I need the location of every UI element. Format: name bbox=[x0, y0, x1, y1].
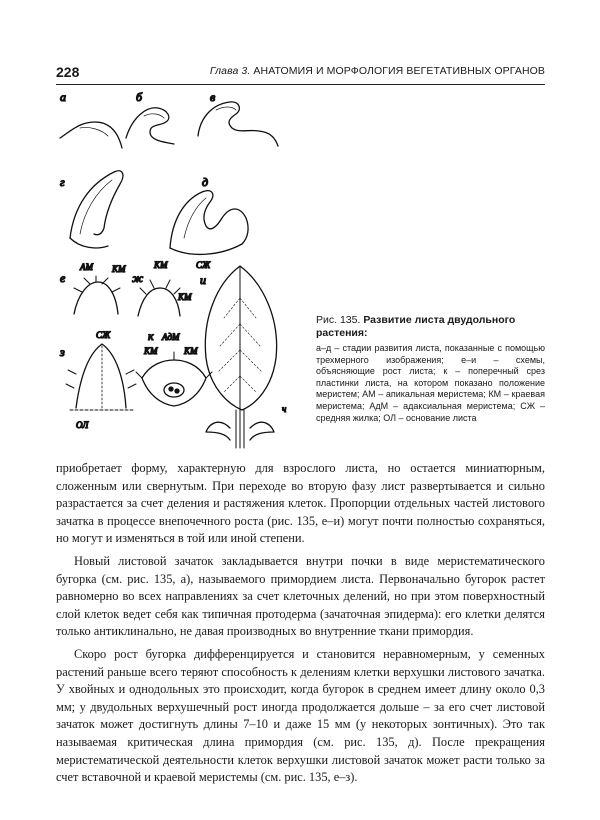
label-zh: ж bbox=[132, 271, 144, 285]
label-i: и bbox=[200, 273, 206, 287]
paragraph-3: Скоро рост бугорка дифференцируется и становится неравномерным, у семенных растений раньше всего теряют способность к делениям клетки верхушки листового зачатка. У хвойных и однодольных это происходит, когда бугорок в среднем имеет длину около 0,3 мм; у двудольных верхушечный рост иногда продолжается дольше – за его счет листовой зачаток может достигнуть длины 7–10 и даже 15 мм (у некоторых зонтичных). Это так называемая критическая длина примордия (см. рис. 135, д). После прекращения меристематической деятельности клеток верхушки листовой зачаток может расти только за счет вставочной и краевой меристемы (см. рис. 135, е–з). bbox=[56, 646, 545, 785]
label-e-km: КМ bbox=[112, 264, 126, 274]
label-zh-km: КМ bbox=[154, 260, 168, 270]
label-g: г bbox=[60, 175, 65, 189]
paragraph-1: приобретает форму, характерную для взрослого листа, но остается миниатюрным, сложенным или свернутым. При переходе во вторую фазу лист развертывается и сильно разрастается за счет деления и растяжения клеток. Пропорции отдельных частей листового зачатка в процессе внепочечного роста (рис. 135, е–и) могут почти полностью сохраняться, но могут и изменяться в той или иной степени. bbox=[56, 461, 545, 546]
figure-135 bbox=[50, 88, 310, 460]
sketch-g bbox=[70, 171, 123, 238]
sketch-e bbox=[74, 282, 118, 314]
paragraph-2: Новый листовой зачаток закладывается внутри почки в виде меристематического бугорка (см. рис. 135, а), называемого примордием листа. Первоначально бугорок растет равномерно во всех направлениях за счет клеточных делений, но при этом поверхностный слой клеток ведет себя как типичная протодерма (зачаточная эпидерма): его клетки делятся только антиклинально, не давая производных во внутренние ткани примордия. bbox=[56, 553, 545, 639]
page-number: 228 bbox=[56, 64, 80, 80]
sketch-a bbox=[60, 122, 122, 148]
body-text bbox=[56, 460, 545, 792]
label-k: к bbox=[148, 329, 154, 343]
label-z-ol: ОЛ bbox=[76, 420, 89, 430]
running-header bbox=[210, 65, 545, 77]
label-zh-km2: КМ bbox=[178, 292, 192, 302]
chapter-prefix: Глава 3. bbox=[209, 65, 251, 77]
sketch-i-blade bbox=[205, 266, 276, 410]
label-k-km2: КМ bbox=[184, 346, 198, 356]
label-z-sz: СЖ bbox=[96, 330, 111, 340]
label-i-ch: ч bbox=[282, 404, 287, 414]
label-z: з bbox=[60, 345, 65, 359]
label-k-adm: АдМ bbox=[162, 332, 180, 342]
chapter-title: АНАТОМИЯ И МОРФОЛОГИЯ ВЕГЕТАТИВНЫХ ОРГАНОВ bbox=[253, 65, 545, 77]
label-a: а bbox=[60, 90, 66, 104]
caption-bold-title: Развитие листа двудольного растения: bbox=[316, 314, 516, 339]
label-e-am: АМ bbox=[80, 262, 93, 272]
label-i-sz: СЖ bbox=[196, 260, 211, 270]
sketch-z bbox=[76, 344, 126, 408]
caption-text: а–д – стадии развития листа, показанные с помощью трехмерного изображения; е–и – схемы, объясняющие рост листа; к – поперечный срез пластинки листа, на котором показано положение меристем; АМ – апикальная меристема; КМ – краевая меристема; АдМ – адаксиальная меристема; СЖ – средняя жилка; ОЛ – основание листа bbox=[316, 343, 545, 423]
label-b: б bbox=[136, 90, 143, 104]
label-e: е bbox=[60, 271, 66, 285]
figure-caption bbox=[316, 314, 545, 424]
leaf-development-illustration bbox=[50, 88, 310, 460]
sketch-d bbox=[170, 191, 248, 248]
caption-title bbox=[316, 314, 545, 340]
caption-prefix: Рис. 135. bbox=[316, 314, 361, 326]
label-k-km: КМ bbox=[144, 346, 158, 356]
sketch-b bbox=[126, 108, 174, 144]
label-v: в bbox=[210, 90, 216, 104]
header-rule bbox=[56, 84, 545, 85]
label-d: д bbox=[202, 175, 209, 189]
sketch-v bbox=[198, 102, 278, 146]
page-header bbox=[56, 64, 545, 84]
